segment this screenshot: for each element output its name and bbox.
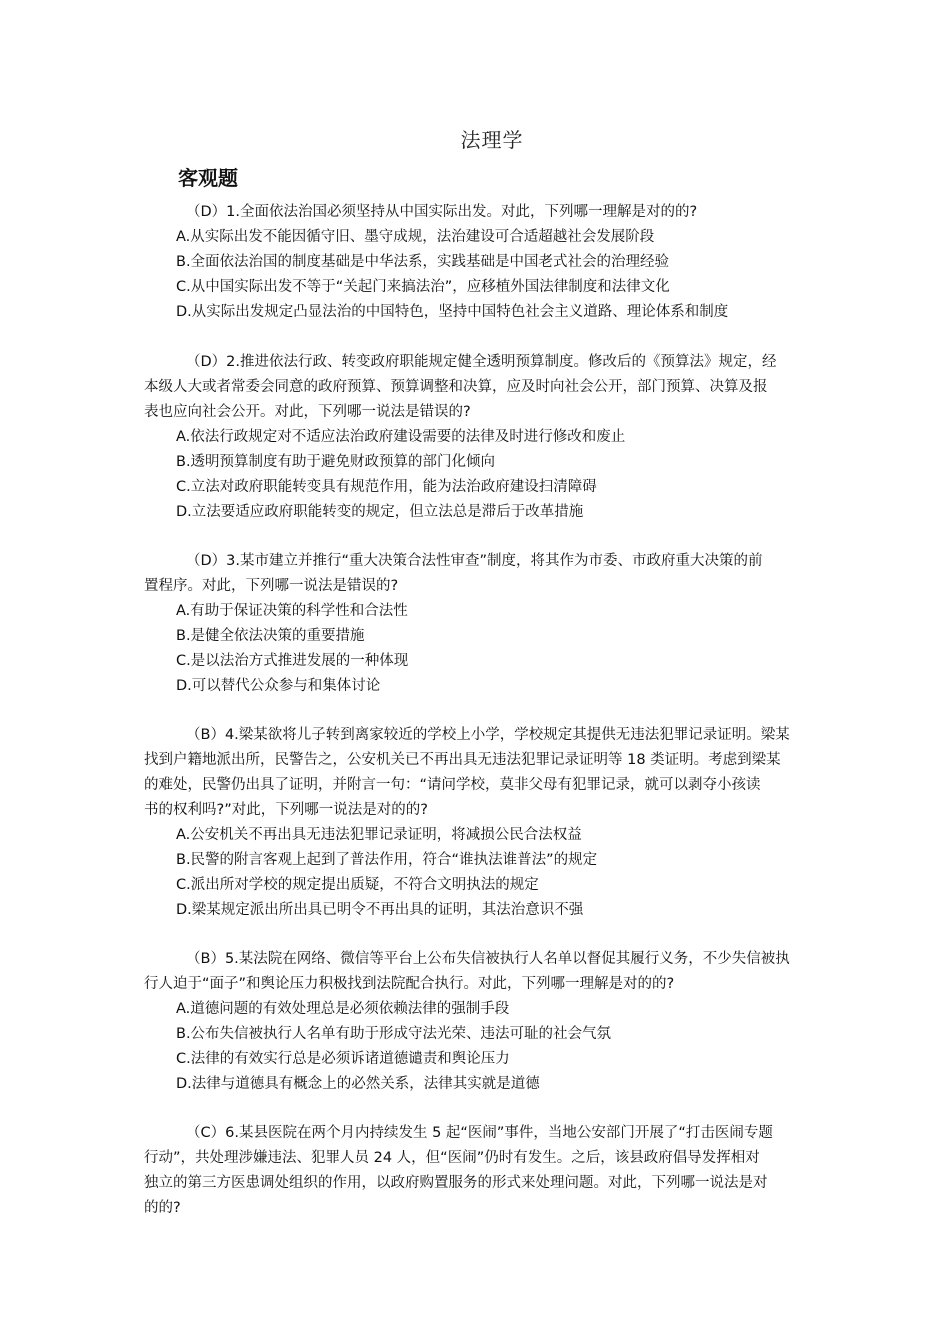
question-4-stem-line-4: 书的权利吗?”对此，下列哪一说法是对的的?: [144, 802, 428, 818]
document-title: 法理学: [460, 128, 524, 152]
question-5-option-d: D.法律与道德具有概念上的必然关系，法律其实就是道德: [176, 1076, 540, 1092]
question-2-option-d: D.立法要适应政府职能转变的规定，但立法总是滞后于改革措施: [176, 504, 584, 520]
question-2-option-c: C.立法对政府职能转变具有规范作用，能为法治政府建设扫清障碍: [176, 479, 597, 495]
question-4-option-c: C.派出所对学校的规定提出质疑，不符合文明执法的规定: [176, 877, 539, 893]
question-3-stem-line-1: （D）3.某市建立并推行“重大决策合法性审查”制度，将其作为市委、市政府重大决策的前: [186, 553, 763, 569]
question-6-stem-line-2: 行动”，共处理涉嫌违法、犯罪人员 24 人，但“医闹”仍时有发生。之后，该县政府倡导发挥相对: [144, 1150, 760, 1166]
question-4-option-a: A.公安机关不再出具无违法犯罪记录证明，将减损公民合法权益: [176, 827, 582, 843]
question-3-option-b: B.是健全依法决策的重要措施: [176, 628, 365, 644]
question-5-option-c: C.法律的有效实行总是必须诉诸道德谴责和舆论压力: [176, 1051, 510, 1067]
question-6-stem-line-3: 独立的第三方医患调处组织的作用，以政府购置服务的形式来处理问题。对此，下列哪一说法是对: [144, 1175, 768, 1191]
question-1-option-c: C.从中国实际出发不等于“关起门来搞法治”，应移植外国法律制度和法律文化: [176, 279, 670, 295]
question-2-option-a: A.依法行政规定对不适应法治政府建设需要的法律及时进行修改和废止: [176, 429, 626, 445]
question-2-stem-line-2: 本级人大或者常委会同意的政府预算、预算调整和决算，应及时向社会公开，部门预算、决算及报: [144, 379, 768, 395]
question-2-option-b: B.透明预算制度有助于避免财政预算的部门化倾向: [176, 454, 496, 470]
question-3-option-a: A.有助于保证决策的科学性和合法性: [176, 603, 408, 619]
question-6-stem-line-1: （C）6.某县医院在两个月内持续发生 5 起“医闹”事件，当地公安部门开展了“打击医闹专题: [186, 1125, 773, 1141]
question-5-option-a: A.道德问题的有效处理总是必须依赖法律的强制手段: [176, 1001, 510, 1017]
question-4-stem-line-2: 找到户籍地派出所，民警告之，公安机关已不再出具无违法犯罪记录证明等 18 类证明。考虑到梁某: [144, 752, 781, 768]
question-4-stem-line-3: 的难处，民警仍出具了证明，并附言一句：“请问学校，莫非父母有犯罪记录，就可以剥夺小孩读: [144, 777, 761, 793]
question-1-option-b: B.全面依法治国的制度基础是中华法系，实践基础是中国老式社会的治理经验: [176, 254, 670, 270]
question-6-stem-line-4: 的的?: [144, 1200, 181, 1216]
question-3-option-c: C.是以法治方式推进发展的一种体现: [176, 653, 409, 669]
question-1-option-a: A.从实际出发不能因循守旧、墨守成规，法治建设可合适超越社会发展阶段: [176, 229, 655, 245]
question-4-option-d: D.梁某规定派出所出具已明令不再出具的证明，其法治意识不强: [176, 902, 584, 918]
section-heading: 客观题: [178, 166, 238, 190]
question-3-stem-line-2: 置程序。对此，下列哪一说法是错误的?: [144, 578, 399, 594]
question-1-stem: （D）1.全面依法治国必须坚持从中国实际出发。对此，下列哪一理解是对的的?: [186, 204, 698, 220]
question-4-option-b: B.民警的附言客观上起到了普法作用，符合“谁执法谁普法”的规定: [176, 852, 598, 868]
question-2-stem-line-3: 表也应向社会公开。对此，下列哪一说法是错误的?: [144, 404, 471, 420]
question-5-stem-line-2: 行人迫于“面子”和舆论压力积极找到法院配合执行。对此，下列哪一理解是对的的?: [144, 976, 675, 992]
question-1-option-d: D.从实际出发规定凸显法治的中国特色，坚持中国特色社会主义道路、理论体系和制度: [176, 304, 729, 320]
question-4-stem-line-1: （B）4.梁某欲将儿子转到离家较近的学校上小学，学校规定其提供无违法犯罪记录证明。梁某: [186, 727, 790, 743]
question-2-stem-line-1: （D）2.推进依法行政、转变政府职能规定健全透明预算制度。修改后的《预算法》规定，经: [186, 354, 777, 370]
question-3-option-d: D.可以替代公众参与和集体讨论: [176, 678, 381, 694]
question-5-stem-line-1: （B）5.某法院在网络、微信等平台上公布失信被执行人名单以督促其履行义务，不少失信被执: [186, 951, 790, 967]
question-5-option-b: B.公布失信被执行人名单有助于形成守法光荣、违法可耻的社会气氛: [176, 1026, 612, 1042]
